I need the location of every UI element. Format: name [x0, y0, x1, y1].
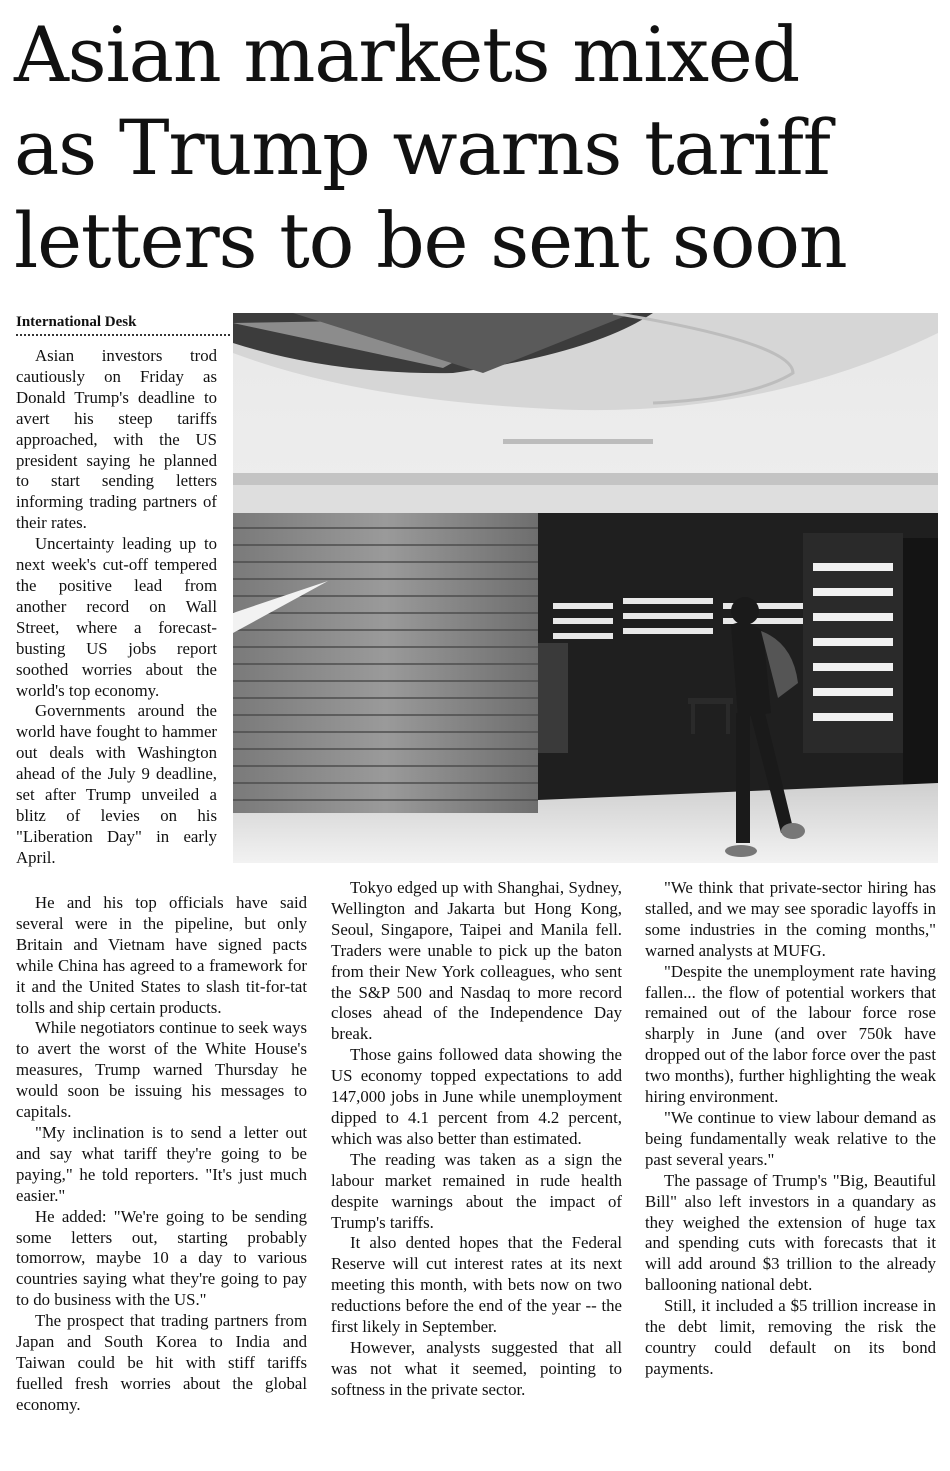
paragraph: Governments around the world have fought to hammer out deals with Washington ahead of the July 9 deadline, set after Trump unveiled a blitz of levies on his "Liberation Day" in early April.: [16, 701, 217, 867]
paragraph: Still, it included a $5 trillion increase in the debt limit, removing the risk the country could default on its bond payments.: [645, 1296, 936, 1378]
paragraph: While negotiators continue to seek ways to avert the worst of the White House's measures, Trump warned Thursday he would soon be issuing his messages to capitals.: [16, 1018, 307, 1122]
paragraph: "We think that private-sector hiring has stalled, and we may see sporadic layoffs in some industries in the coming months," warned analysts at MUFG.: [645, 878, 936, 960]
paragraph: Tokyo edged up with Shanghai, Sydney, Wellington and Jakarta but Hong Kong, Seoul, Singapore, Taipei and Manila fell. Traders were unable to pick up the baton from their New York colleagues, who sent the S&P 500 and Nasdaq to more record closes ahead of the Independence Day break.: [331, 878, 622, 1044]
paragraph: However, analysts suggested that all was not what it seemed, pointing to softness in the private sector.: [331, 1337, 622, 1399]
paragraph: "My inclination is to send a letter out and say what tariff they're going to be paying," he told reporters. "It's just much easier.": [16, 1122, 307, 1205]
paragraph: Asian investors trod cautiously on Friday as Donald Trump's deadline to avert his steep tariffs approached, with the US president saying he planned to start sending letters informing trading partners of their rates.: [16, 346, 217, 533]
paragraph: The prospect that trading partners from Japan and South Korea to India and Taiwan could be hit with stiff tariffs fuelled fresh worries about the global economy.: [16, 1311, 307, 1414]
paragraph: He and his top officials have said several were in the pipeline, but only Britain and Vietnam have signed pacts while China has agreed to a framework for it and the United States to slash tit-for-tat tolls and ship certain products.: [16, 893, 307, 1017]
article-column-2: [331, 878, 622, 1401]
store-interior-photo: [233, 313, 938, 863]
headline: [14, 8, 939, 287]
paragraph: Those gains followed data showing the US economy topped expectations to add 147,000 jobs in June while unemployment dipped to 4.1 percent from 4.2 percent, which was also better than estimated.: [331, 1045, 622, 1148]
paragraph: The passage of Trump's "Big, Beautiful Bill" also left investors in a quandary as they weighed the extension of huge tax and spending cuts with forecasts that it will add around $3 trillion to the already ballooning national debt.: [645, 1170, 936, 1295]
paragraph: He added: "We're going to be sending some letters out, starting probably tomorrow, maybe 10 a day to various countries saying what they're going to pay to do business with the US.": [16, 1206, 307, 1310]
paragraph: Uncertainty leading up to next week's cut-off tempered the positive lead from another record on Wall Street, where a forecast-busting US jobs report soothed worries about the world's top economy.: [16, 534, 217, 700]
paragraph: The reading was taken as a sign the labour market remained in rude health despite warnings about the impact of Trump's tariffs.: [331, 1149, 622, 1232]
paragraph: "Despite the unemployment rate having fallen... the flow of potential workers that remained out of the labour force rose sharply in June (and over 750k have dropped out of the labor force over the past two months), further highlighting the weak hiring environment.: [645, 961, 936, 1107]
article-column-3: [645, 878, 936, 1380]
headline-line-2: as Trump warns tariff: [14, 103, 830, 192]
paragraph: It also dented hopes that the Federal Reserve will cut interest rates at its next meeting this month, with bets now on two reductions before the end of the year -- the first likely in September.: [331, 1233, 622, 1337]
byline: International Desk: [16, 314, 230, 336]
article-column-1-top: [16, 346, 217, 869]
paragraph: "We continue to view labour demand as being fundamentally weak relative to the past several years.": [645, 1107, 936, 1169]
article-column-1-bottom: [16, 893, 307, 1416]
headline-line-1: Asian markets mixed: [14, 10, 800, 99]
headline-line-3: letters to be sent soon: [14, 196, 847, 285]
